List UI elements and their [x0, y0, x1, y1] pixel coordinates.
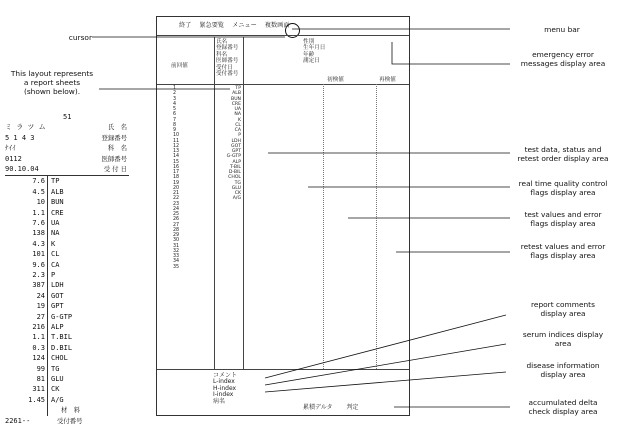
- field-dept: 科名: [216, 51, 228, 58]
- report-header-row: [5, 143, 133, 153]
- row-test-code[interactable]: UA: [234, 107, 241, 112]
- row-number: 4: [173, 101, 177, 107]
- report-value: 81: [36, 375, 45, 383]
- report-row: [5, 312, 133, 322]
- report-header-value: 90.10.04: [5, 165, 39, 173]
- report-header-value: 51: [63, 113, 72, 121]
- report-test-name: G-GTP: [51, 312, 73, 321]
- report-test-name: NA: [51, 229, 60, 238]
- row-number: 11: [173, 138, 180, 144]
- row-test-code[interactable]: LDH: [231, 138, 241, 144]
- field-birthdate: 生年月日: [303, 45, 326, 52]
- report-value: 2.3: [32, 271, 45, 279]
- row-number: 19: [173, 180, 180, 186]
- report-header-row: [5, 154, 133, 164]
- report-row: [5, 291, 133, 301]
- row-number: 29: [173, 233, 180, 238]
- field-reg-no: 登録番号: [216, 45, 239, 52]
- report-header-label: 医師番号: [101, 154, 127, 163]
- menu-item-exit[interactable]: 終了: [179, 22, 192, 29]
- report-value: 138: [32, 229, 45, 238]
- report-row: [5, 322, 133, 332]
- report-row: [5, 384, 133, 394]
- report-test-name: GPT: [51, 302, 64, 311]
- report-value: 99: [36, 364, 45, 373]
- row-number: 28: [173, 227, 180, 233]
- label-layout-note: This layout represents a report sheets (shown below).: [10, 69, 94, 96]
- report-test-name: BUN: [51, 198, 64, 207]
- report-column-divider: [47, 176, 48, 416]
- report-value: 124: [32, 354, 45, 363]
- row-number: 30: [173, 238, 180, 244]
- report-header-value: ﾅｲｲ: [5, 144, 16, 153]
- report-header-label: 登録番号: [101, 133, 127, 142]
- report-test-name: P: [51, 271, 56, 279]
- row-test-code[interactable]: CA: [234, 128, 241, 133]
- l-index-label: L-index: [213, 378, 235, 386]
- row-test-code[interactable]: TG: [234, 180, 241, 186]
- report-test-name: CL: [51, 250, 60, 259]
- report-material-label: 材 料: [61, 406, 81, 415]
- report-row: [5, 374, 133, 384]
- row-number: 23: [173, 201, 180, 207]
- report-header-row: [5, 164, 133, 174]
- report-test-name: ALB: [51, 187, 64, 196]
- row-test-code[interactable]: BUN: [231, 96, 241, 102]
- report-header-row: [5, 133, 133, 143]
- row-number: 15: [173, 159, 180, 165]
- report-value: 311: [32, 385, 45, 394]
- row-number: 22: [173, 196, 180, 202]
- row-test-code[interactable]: NA: [234, 112, 241, 118]
- row-number: 17: [173, 170, 180, 175]
- report-test-name: UA: [51, 219, 60, 227]
- report-row: [5, 343, 133, 353]
- label-report-comments: report comments display area: [531, 300, 595, 318]
- report-value: 1.1: [32, 333, 45, 342]
- menu-item-emergency[interactable]: 緊急要覧: [199, 22, 225, 29]
- field-reception-no: 受付番号: [216, 71, 239, 78]
- report-value: 1.45: [28, 395, 45, 404]
- report-test-name: A/G: [51, 395, 64, 404]
- label-disease-info: disease information display area: [526, 361, 600, 379]
- report-test-name: K: [51, 239, 56, 248]
- row-number: 26: [173, 217, 180, 223]
- row-number: 31: [173, 243, 180, 249]
- report-value: 27: [36, 312, 45, 321]
- report-value: 0.3: [32, 343, 45, 352]
- delta-label: 累積デルタ: [303, 404, 333, 411]
- report-test-name: LDH: [51, 281, 64, 290]
- row-test-code[interactable]: GOT: [231, 143, 241, 149]
- report-header-label: 科 名: [107, 144, 127, 153]
- row-test-code[interactable]: GPT: [231, 149, 241, 154]
- row-number: 21: [173, 191, 180, 196]
- report-header-label: 受 付 日: [103, 165, 127, 173]
- report-test-name: CK: [51, 385, 60, 394]
- row-number: 16: [173, 164, 180, 170]
- report-row: [5, 197, 133, 207]
- report-row: [5, 260, 133, 270]
- i-index-label: I-index: [213, 391, 234, 399]
- row-number: 13: [173, 149, 180, 154]
- report-row: [5, 208, 133, 218]
- report-row: [5, 301, 133, 311]
- report-row: [5, 187, 133, 197]
- report-value: 19: [36, 302, 45, 311]
- row-number: 27: [173, 222, 180, 228]
- judge-label: 判定: [346, 404, 359, 411]
- report-header-value: ミ ラ ツ ム: [5, 123, 46, 132]
- report-value: 7.6: [32, 177, 45, 186]
- field-age: 年齢: [303, 51, 315, 58]
- report-row: [5, 270, 133, 280]
- row-number: 9: [173, 128, 177, 133]
- row-test-code[interactable]: ALP: [232, 159, 241, 165]
- row-number: 10: [173, 133, 180, 139]
- row-test-code[interactable]: A/G: [232, 196, 241, 202]
- report-test-name: CRE: [51, 208, 64, 217]
- comment-label: コメント: [213, 372, 238, 379]
- label-delta-check: accumulated delta check display area: [528, 398, 598, 416]
- report-value: 1.1: [32, 208, 45, 217]
- report-value: 101: [32, 250, 45, 259]
- report-row: [5, 249, 133, 259]
- report-test-name: TP: [51, 177, 60, 186]
- row-test-code[interactable]: CL: [235, 122, 241, 128]
- report-reception-no: 2261-- 受付番号: [5, 416, 83, 425]
- report-value: 4.3: [32, 239, 45, 248]
- report-test-name: T.BIL: [51, 333, 73, 342]
- row-number: 12: [173, 143, 180, 149]
- row-number: 25: [173, 212, 180, 217]
- report-header-row: [5, 122, 133, 132]
- col-header-first: 初検値: [327, 77, 344, 83]
- row-number: 35: [173, 264, 180, 270]
- report-row: [5, 176, 133, 186]
- report-header-value: 5 1 4 3: [5, 133, 35, 142]
- field-reception-date: 受付日: [216, 64, 233, 71]
- report-row: [5, 353, 133, 363]
- row-test-code[interactable]: P: [238, 133, 241, 139]
- menu-item-multi-screen[interactable]: 複数画面: [264, 22, 290, 29]
- row-number: 34: [173, 259, 180, 265]
- report-value: 9.6: [32, 260, 45, 269]
- report-row: [5, 332, 133, 342]
- row-number: 24: [173, 206, 180, 212]
- row-number: 8: [173, 122, 177, 128]
- field-sex: 性別: [303, 39, 315, 45]
- report-test-name: D.BIL: [51, 343, 73, 352]
- report-value: 10: [36, 198, 45, 207]
- h-index-label: H-index: [213, 384, 237, 392]
- menu-item-menu[interactable]: メニュー: [232, 22, 257, 29]
- label-retest-values: retest values and error flags display area: [520, 242, 606, 260]
- report-test-name: CA: [51, 260, 60, 269]
- label-test-data: test data, status and retest order display area: [517, 145, 609, 163]
- label-qc-flags: real time quality control flags display area: [518, 179, 608, 197]
- row-number: 33: [173, 254, 180, 259]
- row-number: 1: [173, 86, 177, 91]
- label-cursor: cursor: [68, 33, 92, 42]
- field-name: 氏名: [216, 39, 228, 45]
- report-value: 387: [32, 281, 45, 290]
- field-doctor-no: 医師番号: [216, 58, 239, 65]
- report-test-name: ALP: [51, 323, 64, 331]
- report-value: 24: [36, 291, 45, 300]
- report-header-label: 氏 名: [107, 123, 127, 132]
- row-test-code[interactable]: CRE: [231, 101, 241, 107]
- report-test-name: GOT: [51, 291, 64, 300]
- report-header-row: [5, 112, 133, 122]
- row-number: 6: [173, 112, 177, 118]
- row-test-code[interactable]: K: [237, 117, 241, 123]
- row-test-code[interactable]: CK: [234, 191, 241, 196]
- col-header-previous: 前回値: [171, 63, 188, 69]
- row-number: 2: [173, 91, 177, 97]
- row-number: 20: [173, 185, 180, 191]
- field-measure-date: 測定日: [303, 58, 320, 65]
- label-menu-bar: menu bar: [544, 25, 580, 34]
- report-value: 216: [32, 323, 45, 331]
- label-serum-indices: serum indices display area: [522, 330, 604, 348]
- report-row: [5, 218, 133, 228]
- report-row: [5, 280, 133, 290]
- row-test-code[interactable]: CHOL: [228, 175, 241, 181]
- report-row: [5, 239, 133, 249]
- label-test-values: test values and error flags display area: [524, 210, 602, 228]
- row-test-code[interactable]: G-GTP: [226, 154, 241, 160]
- report-sheet: [5, 112, 133, 425]
- report-row: [5, 395, 133, 405]
- row-test-code[interactable]: TP: [235, 86, 241, 91]
- report-test-name: CHOL: [51, 354, 68, 363]
- report-row: [5, 228, 133, 238]
- row-number: 14: [173, 154, 180, 160]
- report-test-name: TG: [51, 364, 60, 373]
- col-header-retest: 再検値: [379, 77, 396, 83]
- row-number: 3: [173, 96, 177, 102]
- row-number: 7: [173, 117, 177, 123]
- report-value: 4.5: [32, 187, 45, 196]
- row-test-code[interactable]: T-BIL: [230, 164, 241, 170]
- row-number: 5: [173, 107, 177, 112]
- report-row: [5, 364, 133, 374]
- report-header-value: 0112: [5, 154, 22, 163]
- row-number: 18: [173, 175, 180, 181]
- row-test-code[interactable]: ALB: [232, 91, 241, 97]
- label-emergency: emergency error messages display area: [520, 50, 606, 68]
- report-test-name: GLU: [51, 375, 64, 383]
- disease-label: 病名: [213, 397, 226, 405]
- report-value: 7.6: [32, 219, 45, 227]
- row-test-code[interactable]: GLU: [231, 185, 241, 191]
- row-number: 32: [173, 248, 180, 254]
- row-test-code[interactable]: D-BIL: [228, 170, 241, 175]
